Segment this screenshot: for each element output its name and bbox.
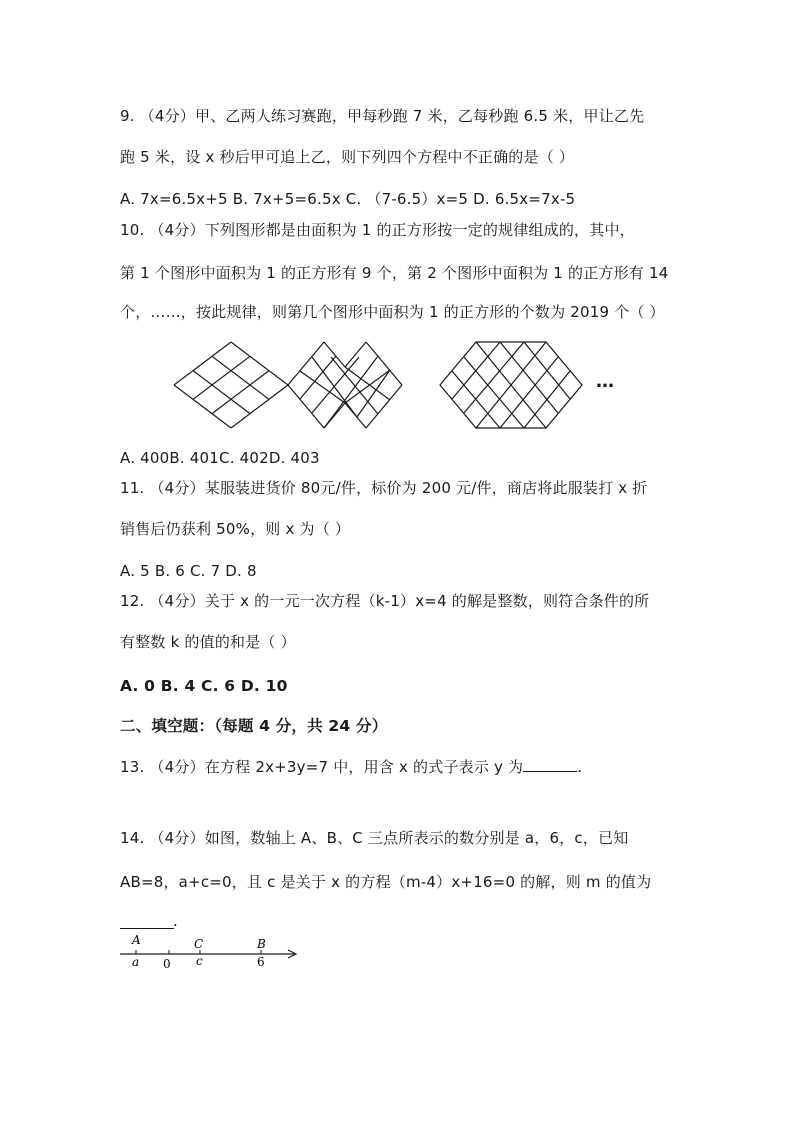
q14-answer-blank[interactable] xyxy=(120,928,174,929)
q11-line2: 销售后仍获利 50%，则 x 为（ ） xyxy=(120,520,351,538)
q11-line1: 11. （4分）某服装进货价 80元/件，标价为 200 元/件，商店将此服装打 x 折 xyxy=(120,479,648,497)
q10-line3: 个，……，按此规律，则第几个图形中面积为 1 的正方形的个数为 2019 个（ ） xyxy=(120,303,665,321)
q12-options: A. 0 B. 4 C. 6 D. 10 xyxy=(120,677,288,695)
q13-text xyxy=(120,757,582,777)
label-C: C xyxy=(194,937,204,951)
q12-line2: 有整数 k 的值的和是（ ） xyxy=(120,633,296,651)
q9-line1: 9. （4分）甲、乙两人练习赛跑，甲每秒跑 7 米，乙每秒跑 6.5 米，甲让乙先 xyxy=(120,107,645,125)
label-B: B xyxy=(257,937,266,951)
q13-end: . xyxy=(577,758,583,776)
q9-line2: 跑 5 米，设 x 秒后甲可追上乙，则下列四个方程中不正确的是（ ） xyxy=(120,148,575,166)
pattern-figure-2 xyxy=(286,340,404,430)
label-A: A xyxy=(132,933,141,947)
q9-options: A. 7x=6.5x+5 B. 7x+5=6.5x C. （7-6.5）x=5 D. 6.5x=7x-5 xyxy=(120,190,576,208)
label-c: c xyxy=(196,954,203,968)
pattern-ellipsis: … xyxy=(596,371,615,392)
q13-answer-blank[interactable] xyxy=(523,757,577,772)
q10-options: A. 400B. 401C. 402D. 403 xyxy=(120,449,320,467)
q14-end: . xyxy=(173,912,178,930)
label-0: 0 xyxy=(163,957,171,971)
q10-line2: 第 1 个图形中面积为 1 的正方形有 9 个，第 2 个图形中面积为 1 的正方形有 14 xyxy=(120,264,669,282)
q14-line1: 14. （4分）如图，数轴上 A、B、C 三点所表示的数分别是 a，6，c，已知 xyxy=(120,829,629,847)
q11-options: A. 5 B. 6 C. 7 D. 8 xyxy=(120,562,257,580)
q10-line1: 10. （4分）下列图形都是由面积为 1 的正方形按一定的规律组成的，其中， xyxy=(120,221,635,239)
label-a: a xyxy=(132,955,140,969)
pattern-figure-1 xyxy=(172,340,290,430)
pattern-figure-3 xyxy=(438,340,584,430)
q12-line1: 12. （4分）关于 x 的一元一次方程（k-1）x=4 的解是整数，则符合条件的所 xyxy=(120,592,650,610)
q14-line2: AB=8，a+c=0，且 c 是关于 x 的方程（m-4）x+16=0 的解，则 m 的值为 xyxy=(120,873,652,891)
number-line-figure xyxy=(118,932,302,972)
q13-text-body: 13. （4分）在方程 2x+3y=7 中，用含 x 的式子表示 y 为 xyxy=(120,758,524,776)
label-6: 6 xyxy=(257,955,265,969)
section-heading-fill-in: 二、填空题：（每题 4 分，共 24 分） xyxy=(120,717,388,735)
